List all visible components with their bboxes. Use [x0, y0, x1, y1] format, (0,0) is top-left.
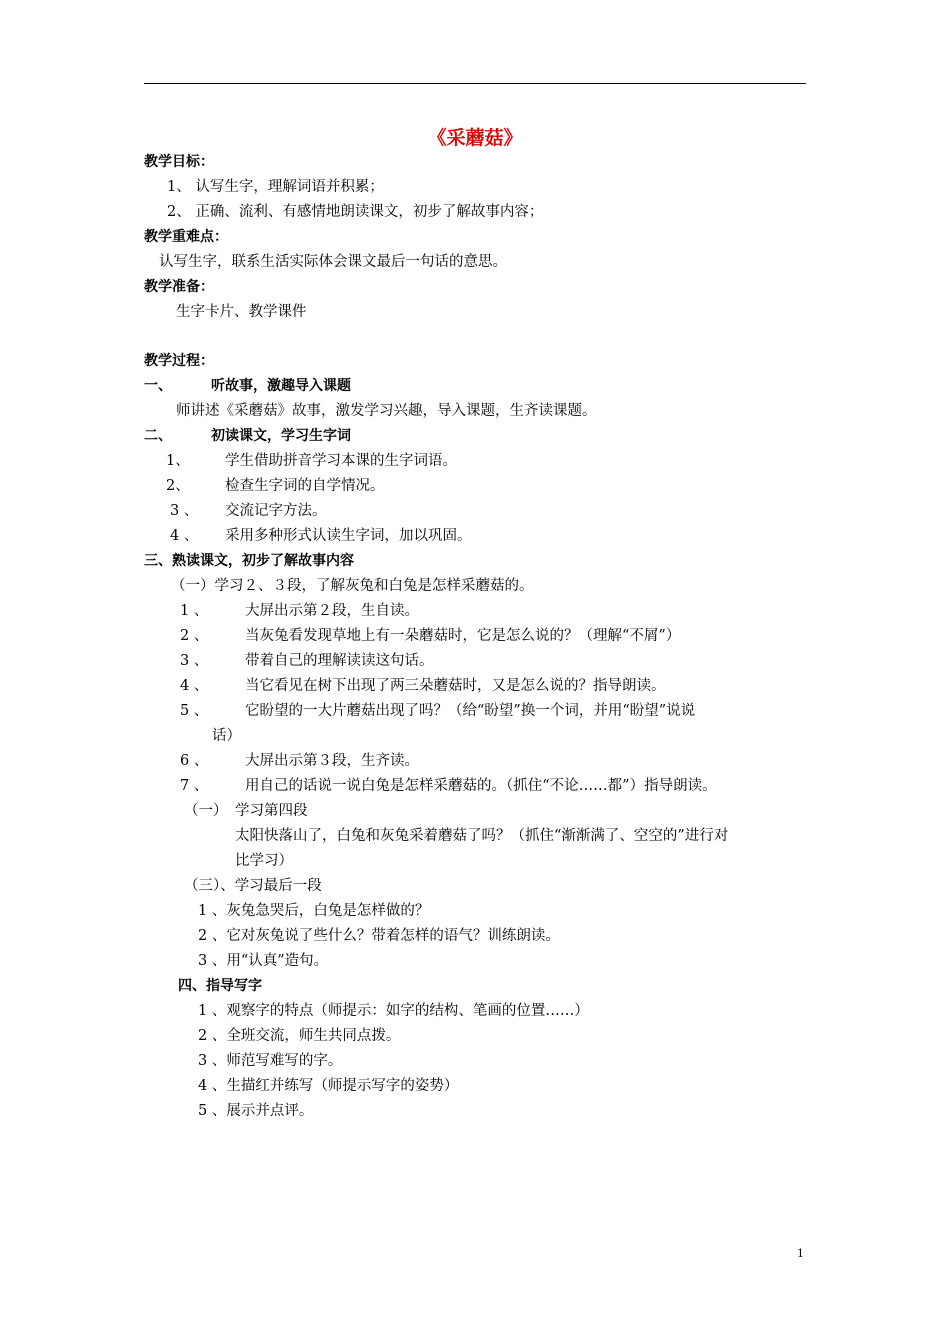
sec2-title: 初读课文，学习生字词 — [211, 428, 351, 444]
sec3-item-text: 带着自己的理解读读这句话。 — [245, 653, 434, 669]
sec3-part3-item: 3 、用“认真”造句。 — [198, 953, 329, 969]
sec2-num: 二、 — [144, 428, 172, 444]
sec1-text: 师讲述《采蘑菇》故事，激发学习兴趣，导入课题，生齐读课题。 — [176, 403, 597, 419]
sec2-item-text: 采用多种形式认读生字词，加以巩固。 — [225, 528, 472, 544]
goal-text: 正确、流利、有感情地朗读课文，初步了解故事内容； — [195, 204, 544, 220]
sec3-part2-text: 太阳快落山了，白兔和灰兔采着蘑菇了吗？（抓住“渐渐满了、空空的”进行对 — [235, 828, 729, 844]
goal-2 — [167, 202, 543, 222]
sec4-item: 1 、观察字的特点（师提示：如字的结构、笔画的位置……） — [198, 1003, 589, 1019]
header-rule — [144, 83, 806, 84]
sec3-part3-item: 1 、灰兔急哭后，白兔是怎样做的？ — [198, 903, 430, 919]
document-title: 《采蘑菇》 — [427, 127, 523, 149]
sec3-heading: 三、熟读课文，初步了解故事内容 — [144, 553, 354, 569]
sec3-item-num: 4 、 — [180, 678, 209, 694]
goals-heading: 教学目标： — [144, 154, 214, 170]
sec4-heading: 四、指导写字 — [178, 978, 262, 994]
sec3-part2-title: 学习第四段 — [235, 803, 308, 819]
sec3-item-num: 3 、 — [180, 653, 209, 669]
sec3-part3: （三）、学习最后一段 — [184, 878, 322, 894]
sec3-part3-item: 2 、它对灰兔说了些什么？带着怎样的语气？训练朗读。 — [198, 928, 560, 944]
sec2-item-text: 交流记字方法。 — [225, 503, 327, 519]
sec3-item-text: 大屏出示第３段，生齐读。 — [245, 753, 419, 769]
sec3-item-num: 6 、 — [180, 753, 209, 769]
goal-text: 认写生字，理解词语并积累； — [195, 179, 384, 195]
sec4-item: 3 、师范写难写的字。 — [198, 1053, 343, 1069]
goal-1 — [167, 177, 384, 197]
goal-num: 2、 — [167, 204, 191, 220]
sec3-item-text: 大屏出示第２段，生自读。 — [245, 603, 419, 619]
sec3-item-text-cont: 话） — [212, 728, 241, 744]
sec4-item: 5 、展示并点评。 — [198, 1103, 314, 1119]
sec3-part2-num: （一） — [184, 803, 228, 819]
sec2-item-num: 3 、 — [170, 503, 199, 519]
sec3-item-text: 当它看见在树下出现了两三朵蘑菇时，又是怎么说的？指导朗读。 — [245, 678, 666, 694]
sec2-item-text: 检查生字词的自学情况。 — [225, 478, 385, 494]
sec3-part2-text-cont: 比学习） — [235, 853, 293, 869]
sec2-item-num: 4 、 — [170, 528, 199, 544]
sec3-item-num: 5 、 — [180, 703, 209, 719]
page-number: 1 — [797, 1245, 804, 1260]
sec2-item-num: 2、 — [166, 478, 190, 494]
sec4-item: 2 、全班交流，师生共同点拨。 — [198, 1028, 401, 1044]
sec3-item-text: 当灰兔看发现草地上有一朵蘑菇时，它是怎么说的？（理解“不屑”） — [245, 628, 681, 644]
sec3-item-text: 用自己的话说一说白兔是怎样采蘑菇的。（抓住“不论……都”）指导朗读。 — [245, 778, 717, 794]
sec3-item-num: 7 、 — [180, 778, 209, 794]
sec1-num: 一、 — [144, 378, 172, 394]
sec3-item-num: 1 、 — [180, 603, 209, 619]
sec3-item-num: 2 、 — [180, 628, 209, 644]
sec2-item-num: 1、 — [166, 453, 190, 469]
prep-text: 生字卡片、教学课件 — [176, 304, 307, 320]
sec3-item-text: 它盼望的一大片蘑菇出现了吗？（给“盼望”换一个词，并用“盼望”说说 — [245, 703, 696, 719]
key-text: 认写生字，联系生活实际体会课文最后一句话的意思。 — [159, 254, 507, 270]
goal-num: 1、 — [167, 179, 191, 195]
sec2-item-text: 学生借助拼音学习本课的生字词语。 — [225, 453, 457, 469]
sec3-part1: （一）学习２、３段，了解灰兔和白兔是怎样采蘑菇的。 — [171, 578, 534, 594]
sec4-item: 4 、生描红并练写（师提示写字的姿势） — [198, 1078, 459, 1094]
prep-heading: 教学准备： — [144, 279, 214, 295]
process-heading: 教学过程： — [144, 353, 214, 369]
key-heading: 教学重难点： — [144, 229, 228, 245]
sec1-title: 听故事，激趣导入课题 — [211, 378, 351, 394]
